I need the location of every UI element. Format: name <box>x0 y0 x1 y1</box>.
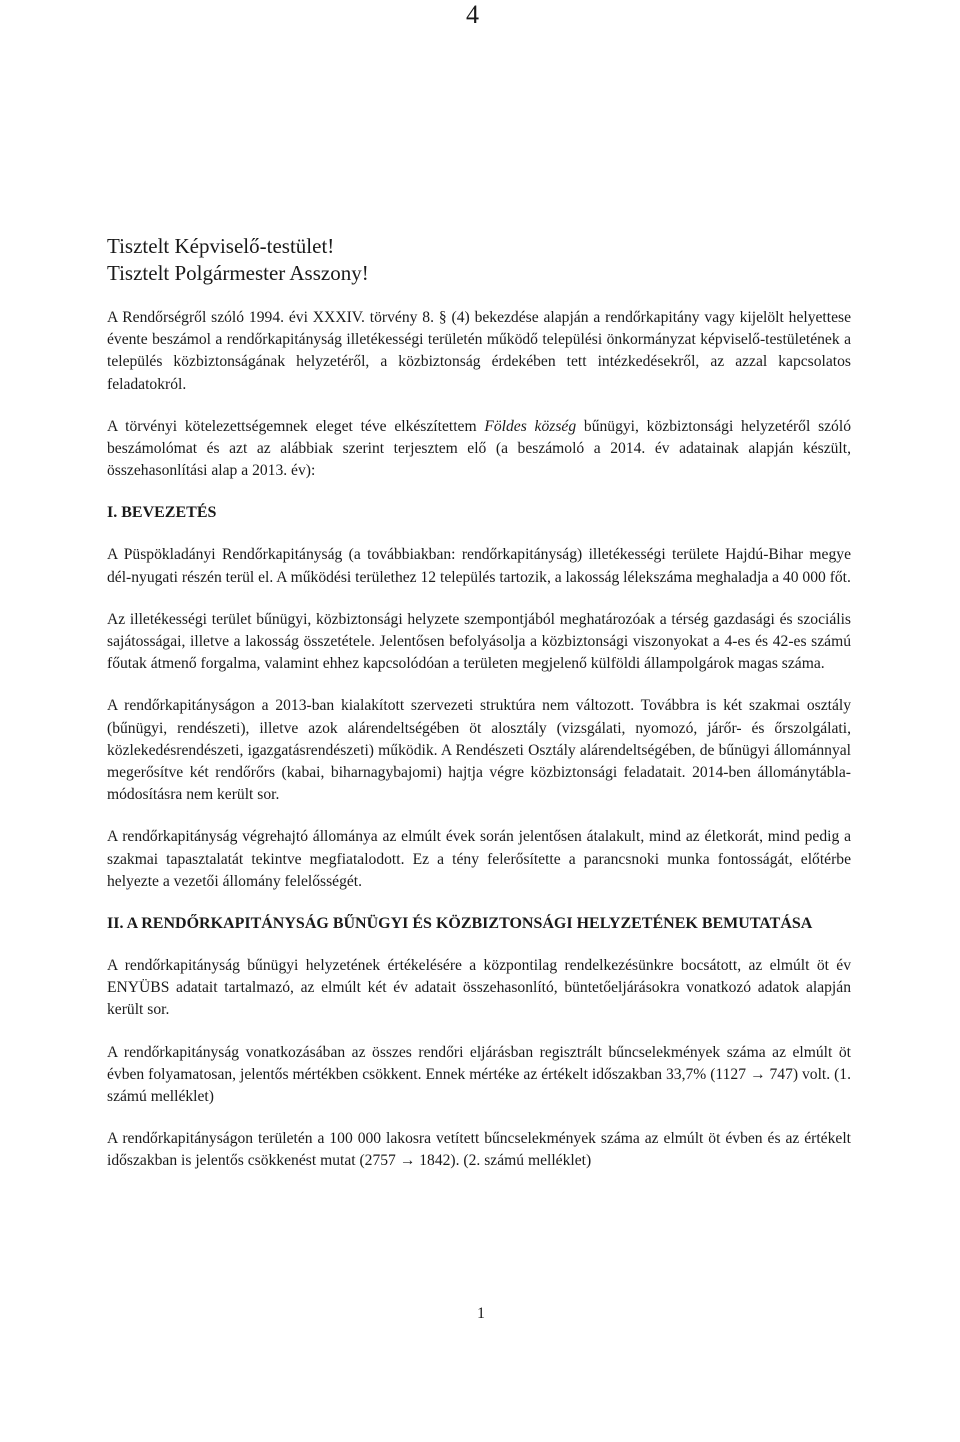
document-body <box>107 233 851 1193</box>
intro-p2-after: bűnügyi, közbiztonsági helyzetéről szóló beszámolómat és azt az alábbiak szerint terjesztem elő (a beszámoló a 2014. év adatainak alapján készült, összehasonlítási alap a 2013. év): <box>107 417 851 480</box>
section-1-paragraph: Az illetékességi terület bűnügyi, közbiztonsági helyzete szempontjából meghatározóak a térség gazdasági és szociális sajátosságai, illetve a lakosság összetétele. Jelentősen befolyásolja a közbiztonsági viszonyokat a 4-es és 42-es számú főutak átmenő forgalma, valamint ehhez kapcsolódóan a területen megjelenő külföldi állampolgárok magas száma. <box>107 610 851 673</box>
section-2-heading: II. A RENDŐRKAPITÁNYSÁG BŰNÜGYI ÉS KÖZBIZTONSÁGI HELYZETÉNEK BEMUTATÁSA <box>107 915 813 933</box>
intro-paragraph-report-scope <box>107 416 851 483</box>
intro-p2-before: A törvényi kötelezettségemnek eleget téve elkészítettem <box>107 417 485 435</box>
section-2-paragraph: A rendőrkapitányság vonatkozásában az összes rendőri eljárásban regisztrált bűncselekmények száma az elmúlt öt évben folyamatosan, jelentős mértékben csökkent. Ennek mértéke az értékelt időszakban 33,7% (1127 → 747) volt. (1. számú melléklet) <box>107 1043 851 1106</box>
section-1-paragraph: A rendőrkapitányságon a 2013-ban kialakított szervezeti struktúra nem változott. Továbbra is két szakmai osztály (bűnügyi, rendészeti), illetve azok alárendeltségében öt alosztály (vizsgálati, nyomozó, járőr- és őrszolgálati, közlekedésrendészeti, igazgatásrendészeti) működik. A Rendészeti Osztály alárendeltségében, de bűnügyi állománnyal megerősítve két rendőrőrs (kabai, biharnagybajomi) hajtja végre közbiztonsági feladatait. 2014-ben állománytábla-módosításra nem került sor. <box>107 697 851 804</box>
footer-page-number: 1 <box>477 1305 485 1322</box>
section-1-heading: I. BEVEZETÉS <box>107 504 217 522</box>
salutation-line-1: Tisztelt Képviselő-testület! <box>107 234 335 258</box>
section-2-paragraph: A rendőrkapitányságon területén a 100 000 lakosra vetített bűncselekmények száma az elmúlt öt évben és az értékelt időszakban is jelentős csökkenést mutat (2757 → 1842). (2. számú melléklet) <box>107 1130 851 1170</box>
intro-paragraph-legal-basis: A Rendőrségről szóló 1994. évi XXXIV. törvény 8. § (4) bekezdése alapján a rendőrkapitány vagy kijelölt helyettese évente beszámol a rendőrkapitányság illetékességi területén működő települési önkormányzat képviselő-testületének a település közbiztonságának helyzetéről, a közbiztonság érdekében tett intézkedésekről, az azzal kapcsolatos feladatokról. <box>107 309 851 393</box>
salutation-line-2: Tisztelt Polgármester Asszony! <box>107 261 369 285</box>
section-2-paragraph: A rendőrkapitányság bűnügyi helyzetének értékelésére a központilag rendelkezésünkre bocsátott, az elmúlt öt év ENYÜBS adatait tartalmazó, az elmúlt két év adatait összehasonlító, büntetőeljárásokra vonatkozó adatok alapján került sor. <box>107 957 851 1019</box>
settlement-name: Földes község <box>484 417 577 435</box>
section-1-paragraph: A Püspökladányi Rendőrkapitányság (a továbbiakban: rendőrkapitányság) illetékességi területe Hajdú-Bihar megye dél-nyugati részén terül el. A működési területhez 12 település tartozik, a lakosság lélekszáma meghaladja a 40 000 főt. <box>107 546 851 586</box>
section-1-paragraph: A rendőrkapitányság végrehajtó állománya az elmúlt évek során jelentősen átalakult, mind az életkorát, mind pedig a szakmai tapasztalatát tekintve megfiatalodott. Ez a tény felerősítette a parancsnoki munka fontosságát, előtérbe helyezte a vezetői állomány felelősségét. <box>107 828 851 890</box>
salutation <box>107 233 851 287</box>
top-page-number: 4 <box>466 0 479 29</box>
